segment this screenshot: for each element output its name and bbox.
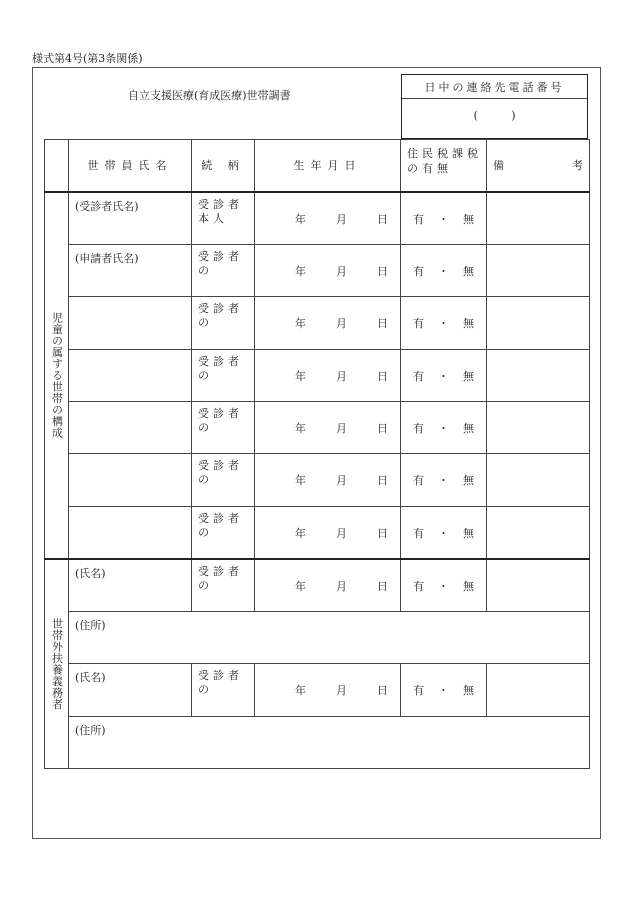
tax-no-option[interactable]: 無: [463, 579, 474, 593]
header-member-name: 世帯員氏名: [69, 140, 192, 192]
tax-yes-option[interactable]: 有: [413, 317, 424, 331]
notes-cell[interactable]: [487, 454, 590, 506]
tax-yes-option[interactable]: 有: [413, 526, 424, 540]
notes-cell[interactable]: [487, 664, 590, 716]
tax-yes-option[interactable]: 有: [413, 264, 424, 278]
member-name-cell[interactable]: [69, 506, 192, 558]
household-member-row: [45, 192, 590, 244]
tax-yes-option[interactable]: 有: [413, 474, 424, 488]
relation-cell[interactable]: 受診者の: [192, 349, 255, 401]
header-tax-status: 住民税課税 の有無: [401, 140, 487, 192]
form-number-label: 様式第4号(第3条関係): [32, 52, 143, 65]
tax-no-option[interactable]: 無: [463, 212, 474, 226]
relation-cell[interactable]: 受診者の: [192, 506, 255, 558]
tax-status-cell[interactable]: 有 ・ 無: [401, 297, 487, 349]
tax-no-option[interactable]: 無: [463, 422, 474, 436]
birthdate-cell[interactable]: 年 月 日: [255, 454, 401, 506]
supporter-address-cell[interactable]: (住所): [69, 611, 590, 663]
tax-status-cell[interactable]: 有 ・ 無: [401, 244, 487, 296]
daytime-phone-label: 日中の連絡先電話番号: [402, 75, 587, 99]
tax-yes-option[interactable]: 有: [413, 212, 424, 226]
tax-yes-option[interactable]: 有: [413, 579, 424, 593]
header-corner-cell: [45, 140, 69, 192]
tax-status-cell[interactable]: 有 ・ 無: [401, 506, 487, 558]
birthdate-cell[interactable]: 年 月 日: [255, 402, 401, 454]
member-name-cell[interactable]: [69, 349, 192, 401]
household-section-label: 児童の属する世帯の構成: [45, 192, 69, 559]
member-name-cell[interactable]: [69, 402, 192, 454]
household-table: [44, 139, 590, 769]
member-name-cell[interactable]: (受診者氏名): [69, 192, 192, 244]
notes-cell[interactable]: [487, 559, 590, 611]
header-notes: 備 考: [487, 140, 590, 192]
birthdate-cell[interactable]: 年 月 日: [255, 664, 401, 716]
household-member-row: [45, 349, 590, 401]
tax-no-option[interactable]: 無: [463, 526, 474, 540]
notes-cell[interactable]: [487, 244, 590, 296]
household-member-row: [45, 506, 590, 558]
member-name-cell[interactable]: [69, 297, 192, 349]
daytime-phone-box: [401, 74, 588, 139]
relation-cell[interactable]: 受診者の: [192, 664, 255, 716]
relation-cell[interactable]: 受診者の: [192, 402, 255, 454]
supporter-name-cell[interactable]: (氏名): [69, 559, 192, 611]
supporter-address-cell[interactable]: (住所): [69, 716, 590, 768]
tax-no-option[interactable]: 無: [463, 264, 474, 278]
birthdate-cell[interactable]: 年 月 日: [255, 559, 401, 611]
relation-cell[interactable]: 受診者の: [192, 454, 255, 506]
header-birthdate: 生年月日: [255, 140, 401, 192]
supporter-section-label: 世帯外扶養義務者: [45, 559, 69, 769]
relation-cell[interactable]: 受診者の: [192, 559, 255, 611]
birthdate-cell[interactable]: 年 月 日: [255, 349, 401, 401]
tax-status-cell[interactable]: 有 ・ 無: [401, 559, 487, 611]
household-member-row: [45, 454, 590, 506]
tax-yes-option[interactable]: 有: [413, 422, 424, 436]
supporter-address-row: [45, 611, 590, 663]
tax-no-option[interactable]: 無: [463, 474, 474, 488]
header-relation: 続 柄: [192, 140, 255, 192]
tax-no-option[interactable]: 無: [463, 317, 474, 331]
supporter-row: [45, 559, 590, 611]
relation-cell[interactable]: 受診者の: [192, 244, 255, 296]
birthdate-cell[interactable]: 年 月 日: [255, 506, 401, 558]
tax-status-cell[interactable]: 有 ・ 無: [401, 454, 487, 506]
relation-cell[interactable]: 受診者の: [192, 297, 255, 349]
notes-cell[interactable]: [487, 297, 590, 349]
notes-cell[interactable]: [487, 192, 590, 244]
supporter-name-cell[interactable]: (氏名): [69, 664, 192, 716]
birthdate-cell[interactable]: 年 月 日: [255, 297, 401, 349]
relation-cell[interactable]: 受診者本人: [192, 192, 255, 244]
notes-cell[interactable]: [487, 402, 590, 454]
birthdate-cell[interactable]: 年 月 日: [255, 244, 401, 296]
household-member-row: [45, 297, 590, 349]
household-member-row: [45, 244, 590, 296]
supporter-address-row: [45, 716, 590, 768]
member-name-cell[interactable]: (申請者氏名): [69, 244, 192, 296]
tax-status-cell[interactable]: 有 ・ 無: [401, 664, 487, 716]
tax-status-cell[interactable]: 有 ・ 無: [401, 402, 487, 454]
tax-no-option[interactable]: 無: [463, 684, 474, 698]
supporter-row: [45, 664, 590, 716]
birthdate-cell[interactable]: 年 月 日: [255, 192, 401, 244]
tax-yes-option[interactable]: 有: [413, 369, 424, 383]
form-title: 自立支援医療(育成医療)世帯調書: [128, 89, 291, 102]
household-member-row: [45, 402, 590, 454]
notes-cell[interactable]: [487, 506, 590, 558]
notes-cell[interactable]: [487, 349, 590, 401]
daytime-phone-field[interactable]: ( ): [473, 109, 516, 122]
tax-no-option[interactable]: 無: [463, 369, 474, 383]
tax-status-cell[interactable]: 有 ・ 無: [401, 349, 487, 401]
tax-yes-option[interactable]: 有: [413, 684, 424, 698]
member-name-cell[interactable]: [69, 454, 192, 506]
tax-status-cell[interactable]: 有 ・ 無: [401, 192, 487, 244]
header-row: [45, 140, 590, 192]
